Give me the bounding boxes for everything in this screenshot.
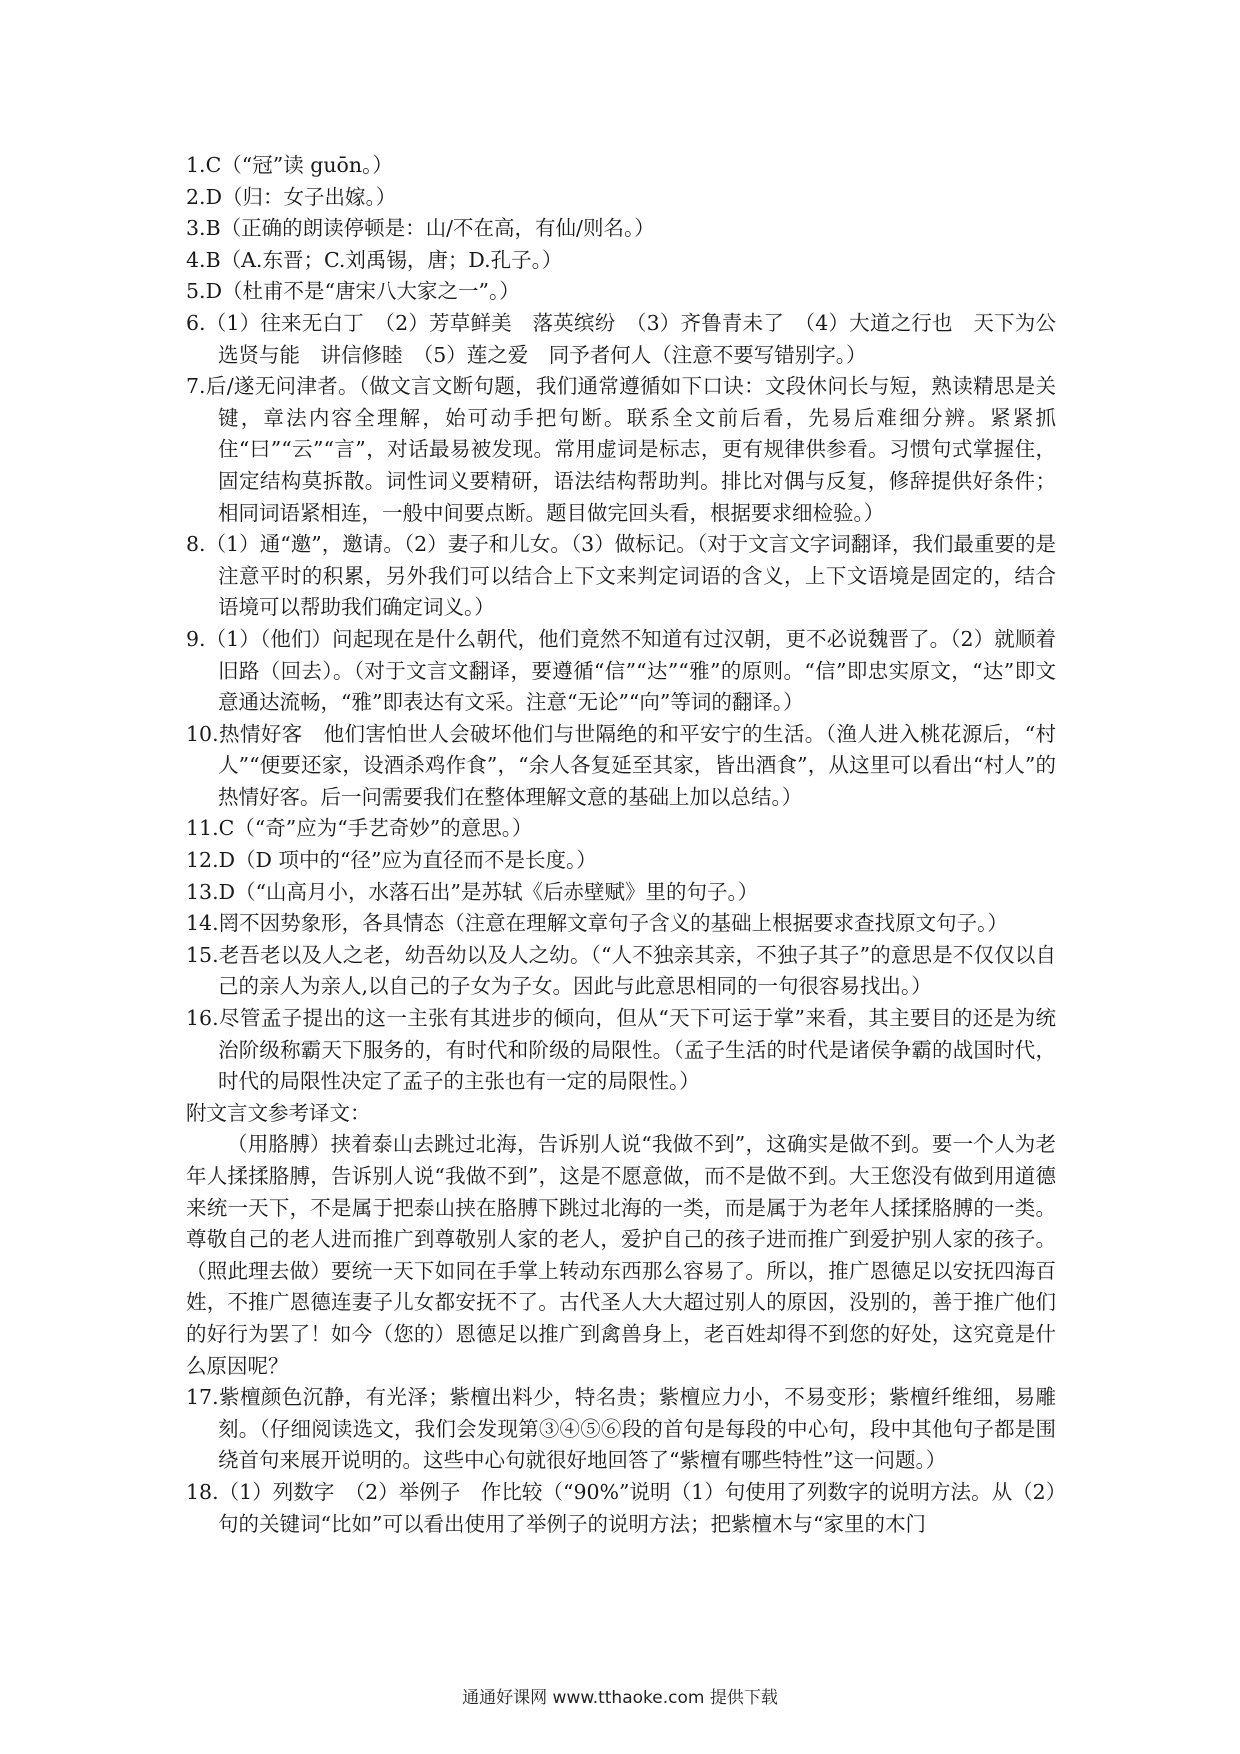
- answer-number: 5.: [186, 279, 206, 304]
- answer-number: 3.: [186, 216, 206, 241]
- answer-text: B（A.东晋；C.刘禹锡，唐；D.孔子。）: [205, 247, 563, 272]
- answer-number: 14.: [186, 911, 219, 936]
- answer-item: [186, 845, 1056, 877]
- appendix-title: 附文言文参考译文：: [186, 1100, 371, 1125]
- answer-item: [186, 1382, 1056, 1477]
- answers-list-continued: [186, 1382, 1056, 1540]
- answer-text: 罔不因势象形，各具情态（注意在理解文章句子含义的基础上根据要求查找原文句子。）: [218, 911, 1008, 936]
- answer-number: 8.: [186, 532, 206, 557]
- answer-number: 6.: [186, 310, 206, 335]
- answer-text: 热情好客 他们害怕世人会破坏他们与世隔绝的和平安宁的生活。（渔人进入桃花源后，“村人”“便要还家，设酒杀鸡作食”，“余人各复延至其家，皆出酒食”，从这里可以看出“村人”的热情好客。后一问需要我们在整体理解文意的基础上加以总结。）: [218, 721, 1056, 809]
- answer-number: 10.: [186, 721, 219, 746]
- answer-item: [186, 908, 1056, 940]
- answer-number: 15.: [186, 942, 219, 967]
- answer-number: 1.: [186, 153, 206, 177]
- answer-text: C（“冠”读 guōn。）: [205, 153, 393, 177]
- answer-number: 11.: [186, 816, 219, 841]
- answers-list: [186, 150, 1077, 1098]
- answer-number: 17.: [186, 1385, 219, 1410]
- answer-text: D（归：女子出嫁。）: [205, 184, 397, 209]
- answer-sheet: [186, 150, 1077, 1540]
- answer-text: （1）（他们）问起现在是什么朝代，他们竟然不知道有过汉朝，更不必说魏晋了。（2）就顺着旧路（回去）。（对于文言文翻译，要遵循“信”“达”“雅”的原则。“信”即忠实原文，“达”即文意通达流畅，“雅”即表达有文采。注意“无论”“向”等词的翻译。）: [205, 626, 1056, 715]
- answer-number: 7.: [186, 374, 206, 399]
- answer-text: （1）通“邀”，邀请。（2）妻子和儿女。（3）做标记。（对于文言文字词翻译，我们最重要的是注意平时的积累，另外我们可以结合上下文来判定词语的含义，上下文语境是固定的，结合语境可以帮助我们确定词义。）: [205, 532, 1056, 620]
- answer-text: 老吾老以及人之老，幼吾幼以及人之幼。（“人不独亲其亲，不独子其子”的意思是不仅仅以自己的亲人为亲人,以自己的子女为子女。因此与此意思相同的一句很容易找出。）: [218, 942, 1056, 999]
- answer-number: 4.: [186, 247, 206, 272]
- answer-number: 2.: [186, 184, 206, 209]
- answer-item: [186, 719, 1056, 814]
- answer-number: 9.: [186, 626, 206, 651]
- answer-item: [186, 813, 1056, 845]
- answer-item: [186, 213, 1056, 245]
- answer-text: （1）往来无白丁 （2）芳草鲜美 落英缤纷 （3）齐鲁青未了 （4）大道之行也 天下为公 选贤与能 讲信修睦 （5）莲之爱 同予者何人（注意不要写错别字。）: [205, 310, 1077, 367]
- answer-number: 12.: [186, 848, 219, 873]
- answer-item: [186, 308, 1077, 371]
- answer-item: [186, 276, 1056, 308]
- answer-text: B（正确的朗读停顿是：山/不在高，有仙/则名。）: [205, 216, 655, 241]
- answer-text: 紫檀颜色沉静，有光泽；紫檀出料少，特名贵；紫檀应力小，不易变形；紫檀纤维细，易雕刻。（仔细阅读选文，我们会发现第③④⑤⑥段的首句是每段的中心句，段中其他句子都是围绕首句来展开说明的。这些中心句就很好地回答了“紫檀有哪些特性”这一问题。）: [218, 1385, 1056, 1473]
- answer-item: [186, 182, 1056, 214]
- answer-item: [186, 245, 1056, 277]
- answer-text: D（D 项中的“径”应为直径而不是长度。）: [218, 848, 597, 873]
- answer-text: D（“山高月小，水落石出”是苏轼《后赤壁赋》里的句子。）: [218, 879, 759, 904]
- answer-number: 16.: [186, 1006, 219, 1031]
- appendix-translation: （用胳膊）挟着泰山去跳过北海，告诉别人说“我做不到”，这确实是做不到。要一个人为老年人揉揉胳膊，告诉别人说“我做不到”，这是不愿意做，而不是做不到。大王您没有做到用道德来统一天下，不是属于把泰山挟在胳膊下跳过北海的一类，而是属于为老年人揉揉胳膊的一类。尊敬自己的老人进而推广到尊敬别人家的老人，爱护自己的孩子进而推广到爱护别人家的孩子。（照此理去做）要统一天下如同在手掌上转动东西那么容易了。所以，推广恩德足以安抚四海百姓，不推广恩德连妻子儿女都安抚不了。古代圣人大大超过别人的原因，没别的，善于推广他们的好行为罢了！如今（您的）恩德足以推广到禽兽身上，老百姓却得不到您的好处，这究竟是什么原因呢？: [186, 1132, 1056, 1378]
- answer-item: [186, 529, 1056, 624]
- answer-item: [186, 150, 1056, 182]
- answer-item: [186, 1477, 1056, 1540]
- answer-number: 18.: [186, 1479, 219, 1504]
- answer-item: [186, 1003, 1056, 1098]
- answer-item: [186, 940, 1056, 1003]
- answer-text: 后/遂无问津者。（做文言文断句题，我们通常遵循如下口诀：文段休问长与短，熟读精思是关键，章法内容全理解，始可动手把句断。联系全文前后看，先易后难细分辨。紧紧抓住“曰”“云”“言”，对话最易被发现。常用虚词是标志，更有规律供参看。习惯句式掌握住，固定结构莫拆散。词性词义要精研，语法结构帮助判。排比对偶与反复，修辞提供好条件；相同词语紧相连，一般中间要点断。题目做完回头看，根据要求细检验。）: [205, 374, 1056, 525]
- answer-item: [186, 877, 1056, 909]
- page-footer: 通通好课网 www.tthaoke.com 提供下载: [462, 1688, 778, 1708]
- answer-item: [186, 371, 1056, 529]
- answer-text: D（杜甫不是“唐宋八大家之一”。）: [205, 279, 520, 304]
- answer-text: （1）列数字 （2）举例子 作比较（“90%”说明（1）句使用了列数字的说明方法。从（2）句的关键词“比如”可以看出使用了举例子的说明方法；把紫檀木与“家里的木门: [218, 1479, 1056, 1536]
- answer-number: 13.: [186, 879, 219, 904]
- answer-item: [186, 624, 1056, 719]
- answer-text: C（“奇”应为“手艺奇妙”的意思。）: [218, 816, 533, 841]
- answer-text: 尽管孟子提出的这一主张有其进步的倾向，但从“天下可运于掌”来看，其主要目的还是为统治阶级称霸天下服务的，有时代和阶级的局限性。（孟子生活的时代是诸侯争霸的战国时代，时代的局限性决定了孟子的主张也有一定的局限性。）: [218, 1006, 1056, 1094]
